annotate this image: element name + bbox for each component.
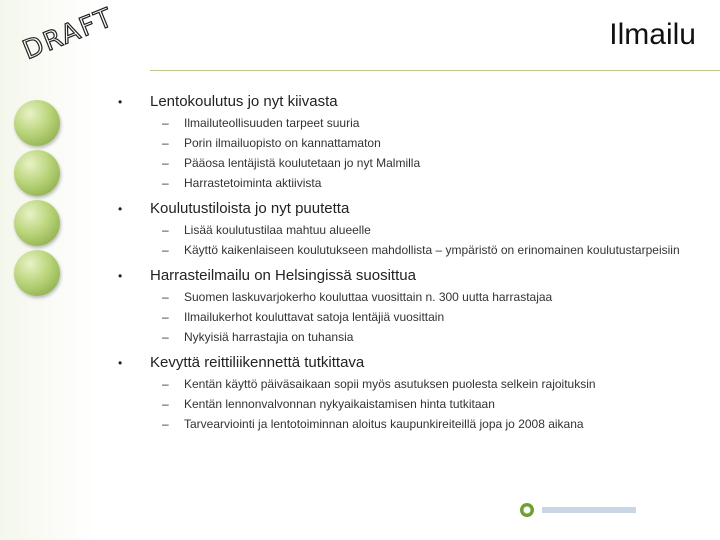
sub-item-text: Nykyisiä harrastajia on tuhansia [184,330,354,344]
sub-item-text: Kentän lennonvalvonnan nykyaikaistamisen hinta tutkitaan [184,397,495,411]
slide-title: Ilmailu [609,18,696,51]
bullet-item [118,199,688,256]
sub-item-text: Suomen laskuvarjokerho kouluttaa vuosittain n. 300 uutta harrastajaa [184,290,553,304]
sub-item-text: Lisää koulutustilaa mahtuu alueelle [184,223,371,237]
sub-item [162,224,688,236]
sub-item-text: Harrastetoiminta aktiivista [184,176,322,190]
dash-icon: – [162,417,169,431]
sub-item [162,137,688,149]
dash-icon: – [162,156,169,170]
bullet-text: Lentokoulutus jo nyt kiivasta [150,93,338,110]
bullet-item [118,353,688,430]
sub-item [162,177,688,189]
sub-item-text: Käyttö kaikenlaiseen koulutukseen mahdollista – ympäristö on erinomainen koulutustarpeisiin [184,243,680,257]
title-divider [150,70,720,71]
dash-icon: – [162,330,169,344]
sub-item [162,398,688,410]
sub-item-text: Kentän käyttö päiväsaikaan sopii myös asutuksen puolesta selkein rajoituksin [184,377,596,391]
draft-stamp: DRAFT [18,2,119,66]
sub-list [162,378,688,430]
dash-icon: – [162,310,169,324]
dash-icon: – [162,290,169,304]
sub-item-text: Porin ilmailuopisto on kannattamaton [184,136,381,150]
sub-list [162,224,688,256]
sub-item [162,331,688,343]
sub-item [162,157,688,169]
logo-bar [542,507,636,513]
bullet-text: Harrasteilmailu on Helsingissä suosittua [150,267,416,284]
green-orb-icon [14,200,60,246]
sub-item [162,311,688,323]
sub-list [162,291,688,343]
bullet-text: Koulutustiloista jo nyt puutetta [150,200,350,217]
sub-item-text: Ilmailukerhot kouluttavat satoja lentäjiä vuosittain [184,310,445,324]
dash-icon: – [162,377,169,391]
sub-list [162,117,688,189]
sub-item [162,291,688,303]
decorative-strip [0,0,96,540]
footer-logo [518,500,638,520]
logo-dot-icon [520,503,534,517]
sub-item-text: Tarvearviointi ja lentotoiminnan aloitus kaupunkireiteillä jopa jo 2008 aikana [184,417,584,431]
dash-icon: – [162,223,169,237]
green-orb-icon [14,100,60,146]
green-orb-icon [14,150,60,196]
sub-item-text: Ilmailuteollisuuden tarpeet suuria [184,116,360,130]
dash-icon: – [162,116,169,130]
bullet-icon: • [118,269,123,283]
sub-item-text: Pääosa lentäjistä koulutetaan jo nyt Malmilla [184,156,421,170]
bullet-item [118,92,688,189]
bullet-icon: • [118,202,123,216]
dash-icon: – [162,397,169,411]
bullet-icon: • [118,356,123,370]
sub-item [162,378,688,390]
bullet-item [118,266,688,343]
green-orb-icon [14,250,60,296]
dash-icon: – [162,243,169,257]
dash-icon: – [162,136,169,150]
sub-item [162,117,688,129]
sub-item [162,418,688,430]
bullet-list [118,92,688,440]
bullet-icon: • [118,95,123,109]
dash-icon: – [162,176,169,190]
bullet-text: Kevyttä reittiliikennettä tutkittava [150,354,365,371]
sub-item [162,244,688,256]
